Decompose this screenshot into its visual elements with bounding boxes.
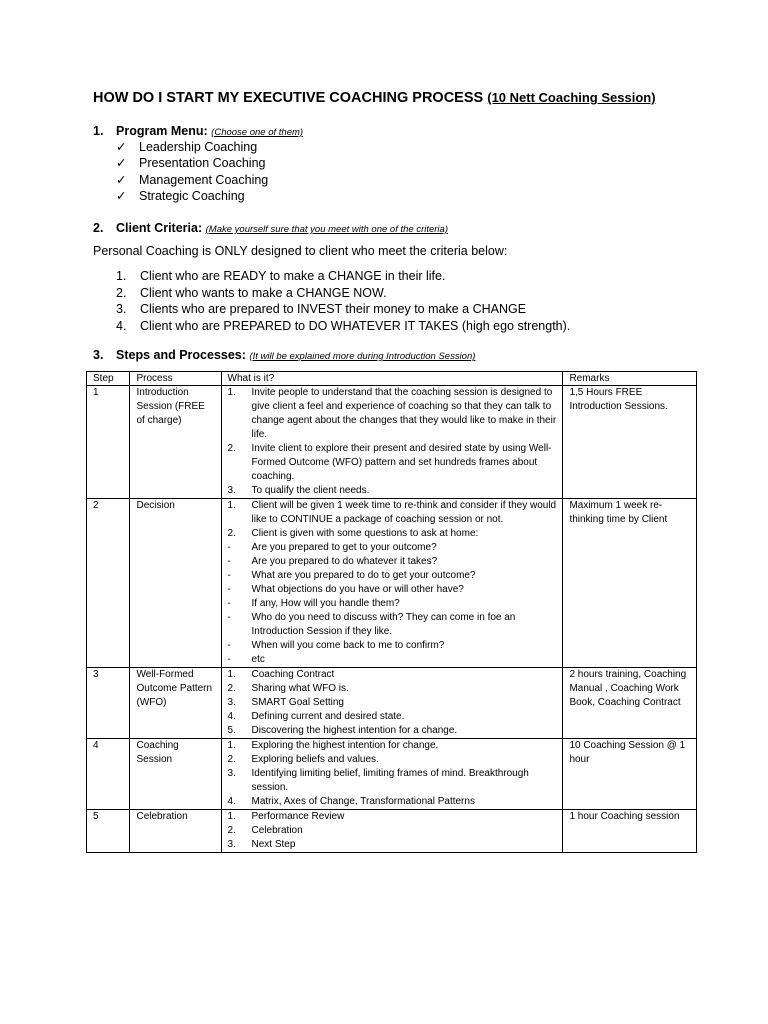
section-number: 1. — [93, 124, 104, 138]
what-cell — [221, 668, 563, 739]
list-item — [116, 268, 570, 285]
list-item-text: Leadership Coaching — [139, 140, 258, 154]
list-item: - If any, How will you handle them? — [227, 598, 400, 609]
table-row — [87, 668, 697, 739]
list-item: - What objections do you have or will other have? — [227, 584, 464, 595]
column-header-process: Process — [130, 372, 221, 386]
section-number: 3. — [93, 348, 104, 362]
list-item-text: Management Coaching — [139, 172, 269, 187]
table-row — [87, 739, 697, 810]
list-number: 3. — [116, 302, 127, 316]
list-item-text: Client who are READY to make a CHANGE in their life. — [140, 269, 446, 283]
section-program-menu-heading — [93, 124, 303, 138]
section-note: (It will be explained more during Introduction Session) — [249, 351, 476, 362]
list-item-text: Client who are PREPARED to DO WHATEVER IT TAKES (high ego strength). — [140, 318, 571, 333]
numbered-list — [228, 739, 557, 809]
list-item: 1. Performance Review — [227, 811, 345, 822]
list-item: 2. Invite client to explore their present and desired state by using Well-Formed Outcome (WFO) pattern and set hundreds frames about coaching. — [227, 443, 552, 482]
list-item-text: Strategic Coaching — [139, 188, 245, 203]
numbered-list — [228, 386, 557, 498]
list-item: 1. Coaching Contract — [227, 669, 335, 680]
list-item: - etc — [227, 654, 265, 665]
step-cell: 4 — [87, 739, 130, 810]
remarks-cell: 1 hour Coaching session — [563, 810, 697, 853]
list-item: 5. Discovering the highest intention for a change. — [227, 725, 458, 736]
list-item-text: Client who wants to make a CHANGE NOW. — [140, 285, 387, 300]
section-note: (Make yourself sure that you meet with one of the criteria) — [205, 224, 448, 235]
table-header-row — [87, 372, 697, 386]
check-mark-icon: ✓ — [116, 156, 127, 171]
section-steps-heading — [93, 348, 475, 362]
check-mark-icon: ✓ — [116, 188, 127, 203]
list-item-text: Presentation Coaching — [139, 156, 266, 171]
list-item: - Are you prepared to get to your outcome? — [227, 542, 437, 553]
program-menu-list — [116, 139, 268, 204]
section-heading: Client Criteria: — [116, 221, 203, 235]
criteria-list — [116, 268, 570, 334]
list-item: 1. Invite people to understand that the coaching session is designed to give client a feel and experience of coaching so that they can talk to change agent about the changes that they would like to make in their life. — [227, 387, 557, 440]
step-cell: 1 — [87, 386, 130, 499]
column-header-what: What is it? — [221, 372, 563, 386]
list-item: 3. Identifying limiting belief, limiting frames of mind. Breakthrough session. — [227, 768, 529, 793]
list-item: - Who do you need to discuss with? They can come in foe an Introduction Session if they like. — [227, 612, 516, 637]
list-item — [116, 155, 268, 171]
process-cell: Coaching Session — [130, 739, 221, 810]
process-cell: Decision — [130, 499, 221, 668]
list-item: - What are you prepared to do to get your outcome? — [227, 570, 476, 581]
list-item — [116, 172, 268, 188]
list-number: 1. — [116, 269, 127, 283]
what-cell — [221, 499, 563, 668]
process-cell: Well-Formed Outcome Pattern (WFO) — [130, 668, 221, 739]
title-main: HOW DO I START MY EXECUTIVE COACHING PROCESS — [93, 90, 484, 106]
section-note: (Choose one of them) — [211, 127, 304, 138]
process-cell: Introduction Session (FREE of charge) — [130, 386, 221, 499]
section-client-criteria-heading — [93, 221, 448, 235]
title-subtitle: (10 Nett Coaching Session) — [487, 90, 656, 105]
list-item: 3. To qualify the client needs. — [227, 485, 370, 496]
check-mark-icon: ✓ — [116, 140, 127, 154]
column-header-step: Step — [87, 372, 130, 386]
list-item: - Are you prepared to do whatever it takes? — [227, 556, 438, 567]
list-item: 4. Matrix, Axes of Change, Transformational Patterns — [227, 796, 475, 807]
list-item: 3. SMART Goal Setting — [227, 697, 344, 708]
list-item-text: Clients who are prepared to INVEST their money to make a CHANGE — [140, 302, 527, 316]
table-row — [87, 810, 697, 853]
process-cell: Celebration — [130, 810, 221, 853]
list-item: 3. Next Step — [227, 839, 296, 850]
section-heading: Program Menu: — [116, 124, 208, 138]
list-item: - When will you come back to me to confirm? — [227, 640, 445, 651]
step-cell: 2 — [87, 499, 130, 668]
check-mark-icon: ✓ — [116, 172, 127, 187]
list-item — [116, 139, 268, 155]
question-list — [228, 541, 557, 667]
list-item — [116, 188, 268, 204]
what-cell — [221, 810, 563, 853]
remarks-cell: Maximum 1 week re-thinking time by Client — [563, 499, 697, 668]
what-cell — [221, 386, 563, 499]
section-heading: Steps and Processes: — [116, 348, 246, 362]
list-number: 2. — [116, 285, 127, 300]
remarks-cell: 10 Coaching Session @ 1 hour — [563, 739, 697, 810]
remarks-cell: 2 hours training, Coaching Manual , Coaching Work Book, Coaching Contract — [563, 668, 697, 739]
criteria-intro: Personal Coaching is ONLY designed to client who meet the criteria below: — [93, 244, 508, 258]
steps-table — [86, 371, 697, 853]
table-row — [87, 499, 697, 668]
document-title — [93, 90, 656, 106]
numbered-list — [228, 810, 557, 852]
list-item — [116, 318, 570, 335]
section-number: 2. — [93, 221, 104, 235]
what-cell — [221, 739, 563, 810]
step-cell: 5 — [87, 810, 130, 853]
list-item — [116, 285, 570, 302]
remarks-cell: 1,5 Hours FREE Introduction Sessions. — [563, 386, 697, 499]
list-number: 4. — [116, 318, 127, 333]
list-item: 2. Celebration — [227, 825, 303, 836]
list-item: 1. Client will be given 1 week time to re-think and consider if they would like to CONTINUE a package of coaching session or not. — [227, 500, 557, 525]
list-item — [116, 301, 570, 318]
numbered-list — [228, 499, 557, 541]
list-item: 4. Defining current and desired state. — [227, 711, 405, 722]
step-cell: 3 — [87, 668, 130, 739]
numbered-list — [228, 668, 557, 738]
list-item: 2. Client is given with some questions to ask at home: — [227, 528, 479, 539]
list-item: 1. Exploring the highest intention for change. — [227, 740, 439, 751]
column-header-remarks: Remarks — [563, 372, 697, 386]
table-row — [87, 386, 697, 499]
list-item: 2. Sharing what WFO is. — [227, 683, 349, 694]
list-item: 2. Exploring beliefs and values. — [227, 754, 379, 765]
